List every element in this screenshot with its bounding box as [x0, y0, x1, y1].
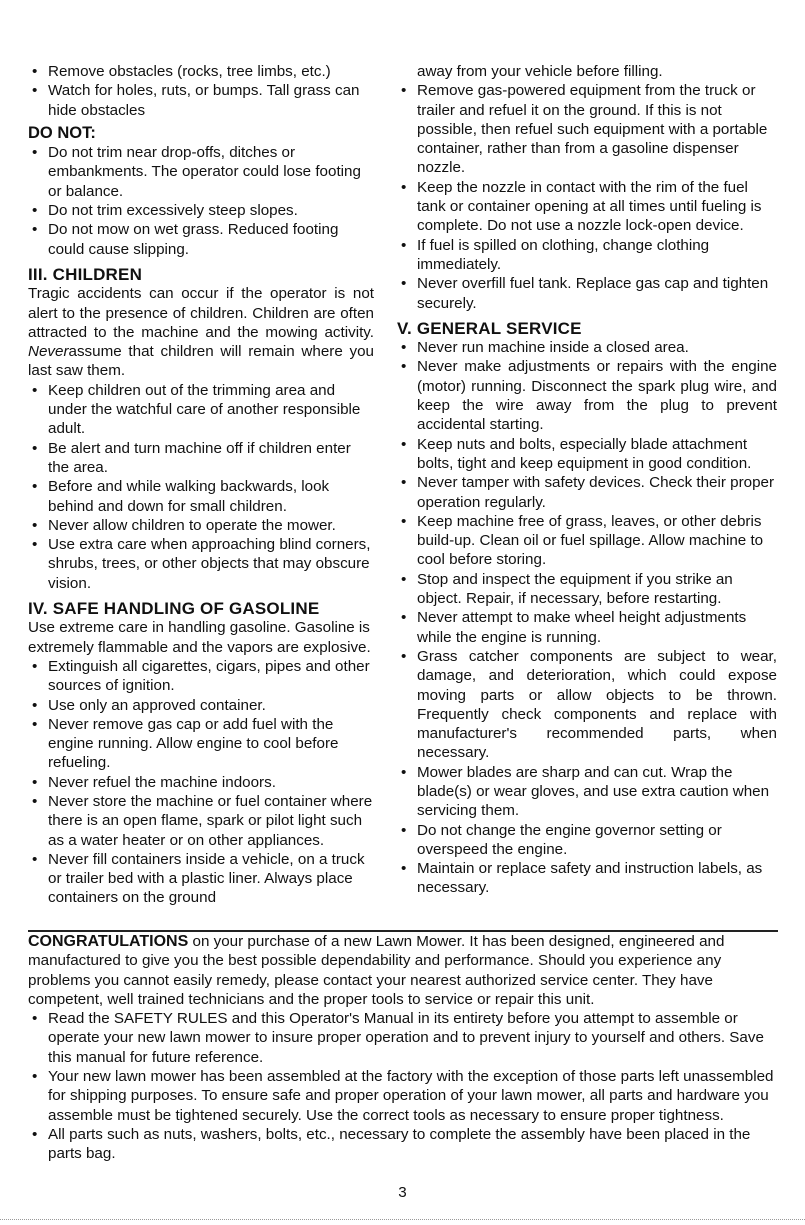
children-paragraph-never: Never	[28, 343, 69, 361]
children-paragraph	[28, 284, 374, 380]
list-item: • Read the SAFETY RULES and this Operator's Manual in its entirety before you attempt to assemble or operate your new lawn mower to insure proper operation and to prevent injury to yourself and others. Save this manual for future reference.	[28, 1009, 778, 1067]
children-heading: III. CHILDREN	[28, 264, 143, 284]
service-heading: V. GENERAL SERVICE	[397, 318, 582, 338]
list-item: • Never refuel the machine indoors.	[28, 773, 374, 792]
list-item: • Never store the machine or fuel container where there is an open flame, spark or pilot light such as a water heater or on other appliances.	[28, 792, 374, 850]
list-item: • Watch for holes, ruts, or bumps. Tall grass can hide obstacles	[28, 81, 374, 120]
congratulations-text: on your purchase of a new Lawn Mower. It has been designed, engineered and manufactured to give you the best possible dependability and performance. Should you experience any problems you cannot easily remedy, please contact your nearest authorized service center. They have competent, well trained technicians and the proper tools to service or repair this unit.	[28, 933, 725, 1008]
gasoline-heading: IV. SAFE HANDLING OF GASOLINE	[28, 599, 320, 619]
list-item: • Extinguish all cigarettes, cigars, pipes and other sources of ignition.	[28, 657, 374, 696]
do-not-list	[28, 143, 374, 259]
list-item: • Before and while walking backwards, look behind and down for small children.	[28, 477, 374, 516]
list-item: • Be alert and turn machine off if children enter the area.	[28, 439, 374, 478]
page-number: 3	[398, 1184, 407, 1201]
right-column	[397, 62, 777, 898]
children-paragraph-part-b: assume that children will remain where you last saw them.	[28, 343, 374, 380]
children-list	[28, 381, 374, 593]
list-item: • Use only an approved container.	[28, 696, 374, 715]
list-item: • Do not mow on wet grass. Reduced footing could cause slipping.	[28, 220, 374, 259]
list-item: • Do not trim near drop-offs, ditches or embankments. The operator could lose footing or balance.	[28, 143, 374, 201]
list-item: • Your new lawn mower has been assembled at the factory with the exception of those parts left unassembled for shipping purposes. To ensure safe and proper operation of your lawn mower, all parts and hardware you assemble must be tightened securely. Use the correct tools as necessary to ensure proper tightness.	[28, 1067, 778, 1125]
list-item: • Never fill containers inside a vehicle, on a truck or trailer bed with a plastic liner. Always place containers on the ground	[28, 850, 374, 908]
congratulations-paragraph	[28, 932, 778, 1009]
congratulations-lead: CONGRATULATIONS	[28, 933, 189, 950]
list-item: • All parts such as nuts, washers, bolts, etc., necessary to complete the assembly have been placed in the parts bag.	[28, 1125, 778, 1164]
list-item: • Stop and inspect the equipment if you strike an object. Repair, if necessary, before restarting.	[397, 570, 777, 609]
list-item: • Do not change the engine governor setting or overspeed the engine.	[397, 821, 777, 860]
list-item: • Never overfill fuel tank. Replace gas cap and tighten securely.	[397, 274, 777, 313]
list-item: • Never tamper with safety devices. Check their proper operation regularly.	[397, 473, 777, 512]
gasoline-continued: away from your vehicle before filling.	[417, 63, 663, 80]
list-item: • Remove obstacles (rocks, tree limbs, etc.)	[28, 62, 374, 81]
list-item: • Never remove gas cap or add fuel with the engine running. Allow engine to cool before refueling.	[28, 715, 374, 773]
service-list	[397, 338, 777, 898]
gasoline-list-continued	[397, 81, 777, 313]
list-item: • Mower blades are sharp and can cut. Wrap the blade(s) or wear gloves, and use extra caution when servicing them.	[397, 763, 777, 821]
list-item: • Remove gas-powered equipment from the truck or trailer and refuel it on the ground. If this is not possible, then refuel such equipment with a portable container, rather than from a gasoline dispenser nozzle.	[397, 81, 777, 177]
gasoline-list	[28, 657, 374, 908]
list-item: • Maintain or replace safety and instruction labels, as necessary.	[397, 859, 777, 898]
list-item: • Keep children out of the trimming area and under the watchful care of another responsible adult.	[28, 381, 374, 439]
list-item: • Do not trim excessively steep slopes.	[28, 201, 374, 220]
scan-edge-line	[0, 1219, 805, 1220]
list-item: • Never attempt to make wheel height adjustments while the engine is running.	[397, 608, 777, 647]
do-not-heading: DO NOT:	[28, 123, 96, 142]
left-column	[28, 62, 374, 908]
congratulations-section	[28, 932, 778, 1164]
list-item: • Never allow children to operate the mower.	[28, 516, 374, 535]
list-item: • Use extra care when approaching blind corners, shrubs, trees, or other objects that may obscure vision.	[28, 535, 374, 593]
list-item: • Keep machine free of grass, leaves, or other debris build-up. Clean oil or fuel spillage. Allow machine to cool before storing.	[397, 512, 777, 570]
list-item: • Keep the nozzle in contact with the rim of the fuel tank or container opening at all times until fueling is complete. Do not use a nozzle lock-open device.	[397, 178, 777, 236]
list-item: • Grass catcher components are subject to wear, damage, and deterioration, which could expose moving parts or allow objects to be thrown. Frequently check components and replace with manufacturer's recommended parts, when necessary.	[397, 647, 777, 763]
list-item: • Never make adjustments or repairs with the engine (motor) running. Disconnect the spark plug wire, and keep the wire away from the plug to prevent accidental starting.	[397, 357, 777, 434]
list-item: • Keep nuts and bolts, especially blade attachment bolts, tight and keep equipment in good condition.	[397, 435, 777, 474]
congratulations-list	[28, 1009, 778, 1163]
obstacle-list	[28, 62, 374, 120]
list-item: • Never run machine inside a closed area.	[397, 338, 777, 357]
children-paragraph-part-a: Tragic accidents can occur if the operator is not alert to the presence of children. Children are often attracted to the machine and the mowing activity.	[28, 285, 374, 341]
list-item: • If fuel is spilled on clothing, change clothing immediately.	[397, 236, 777, 275]
gasoline-paragraph: Use extreme care in handling gasoline. Gasoline is extremely flammable and the vapors are explosive.	[28, 619, 371, 656]
